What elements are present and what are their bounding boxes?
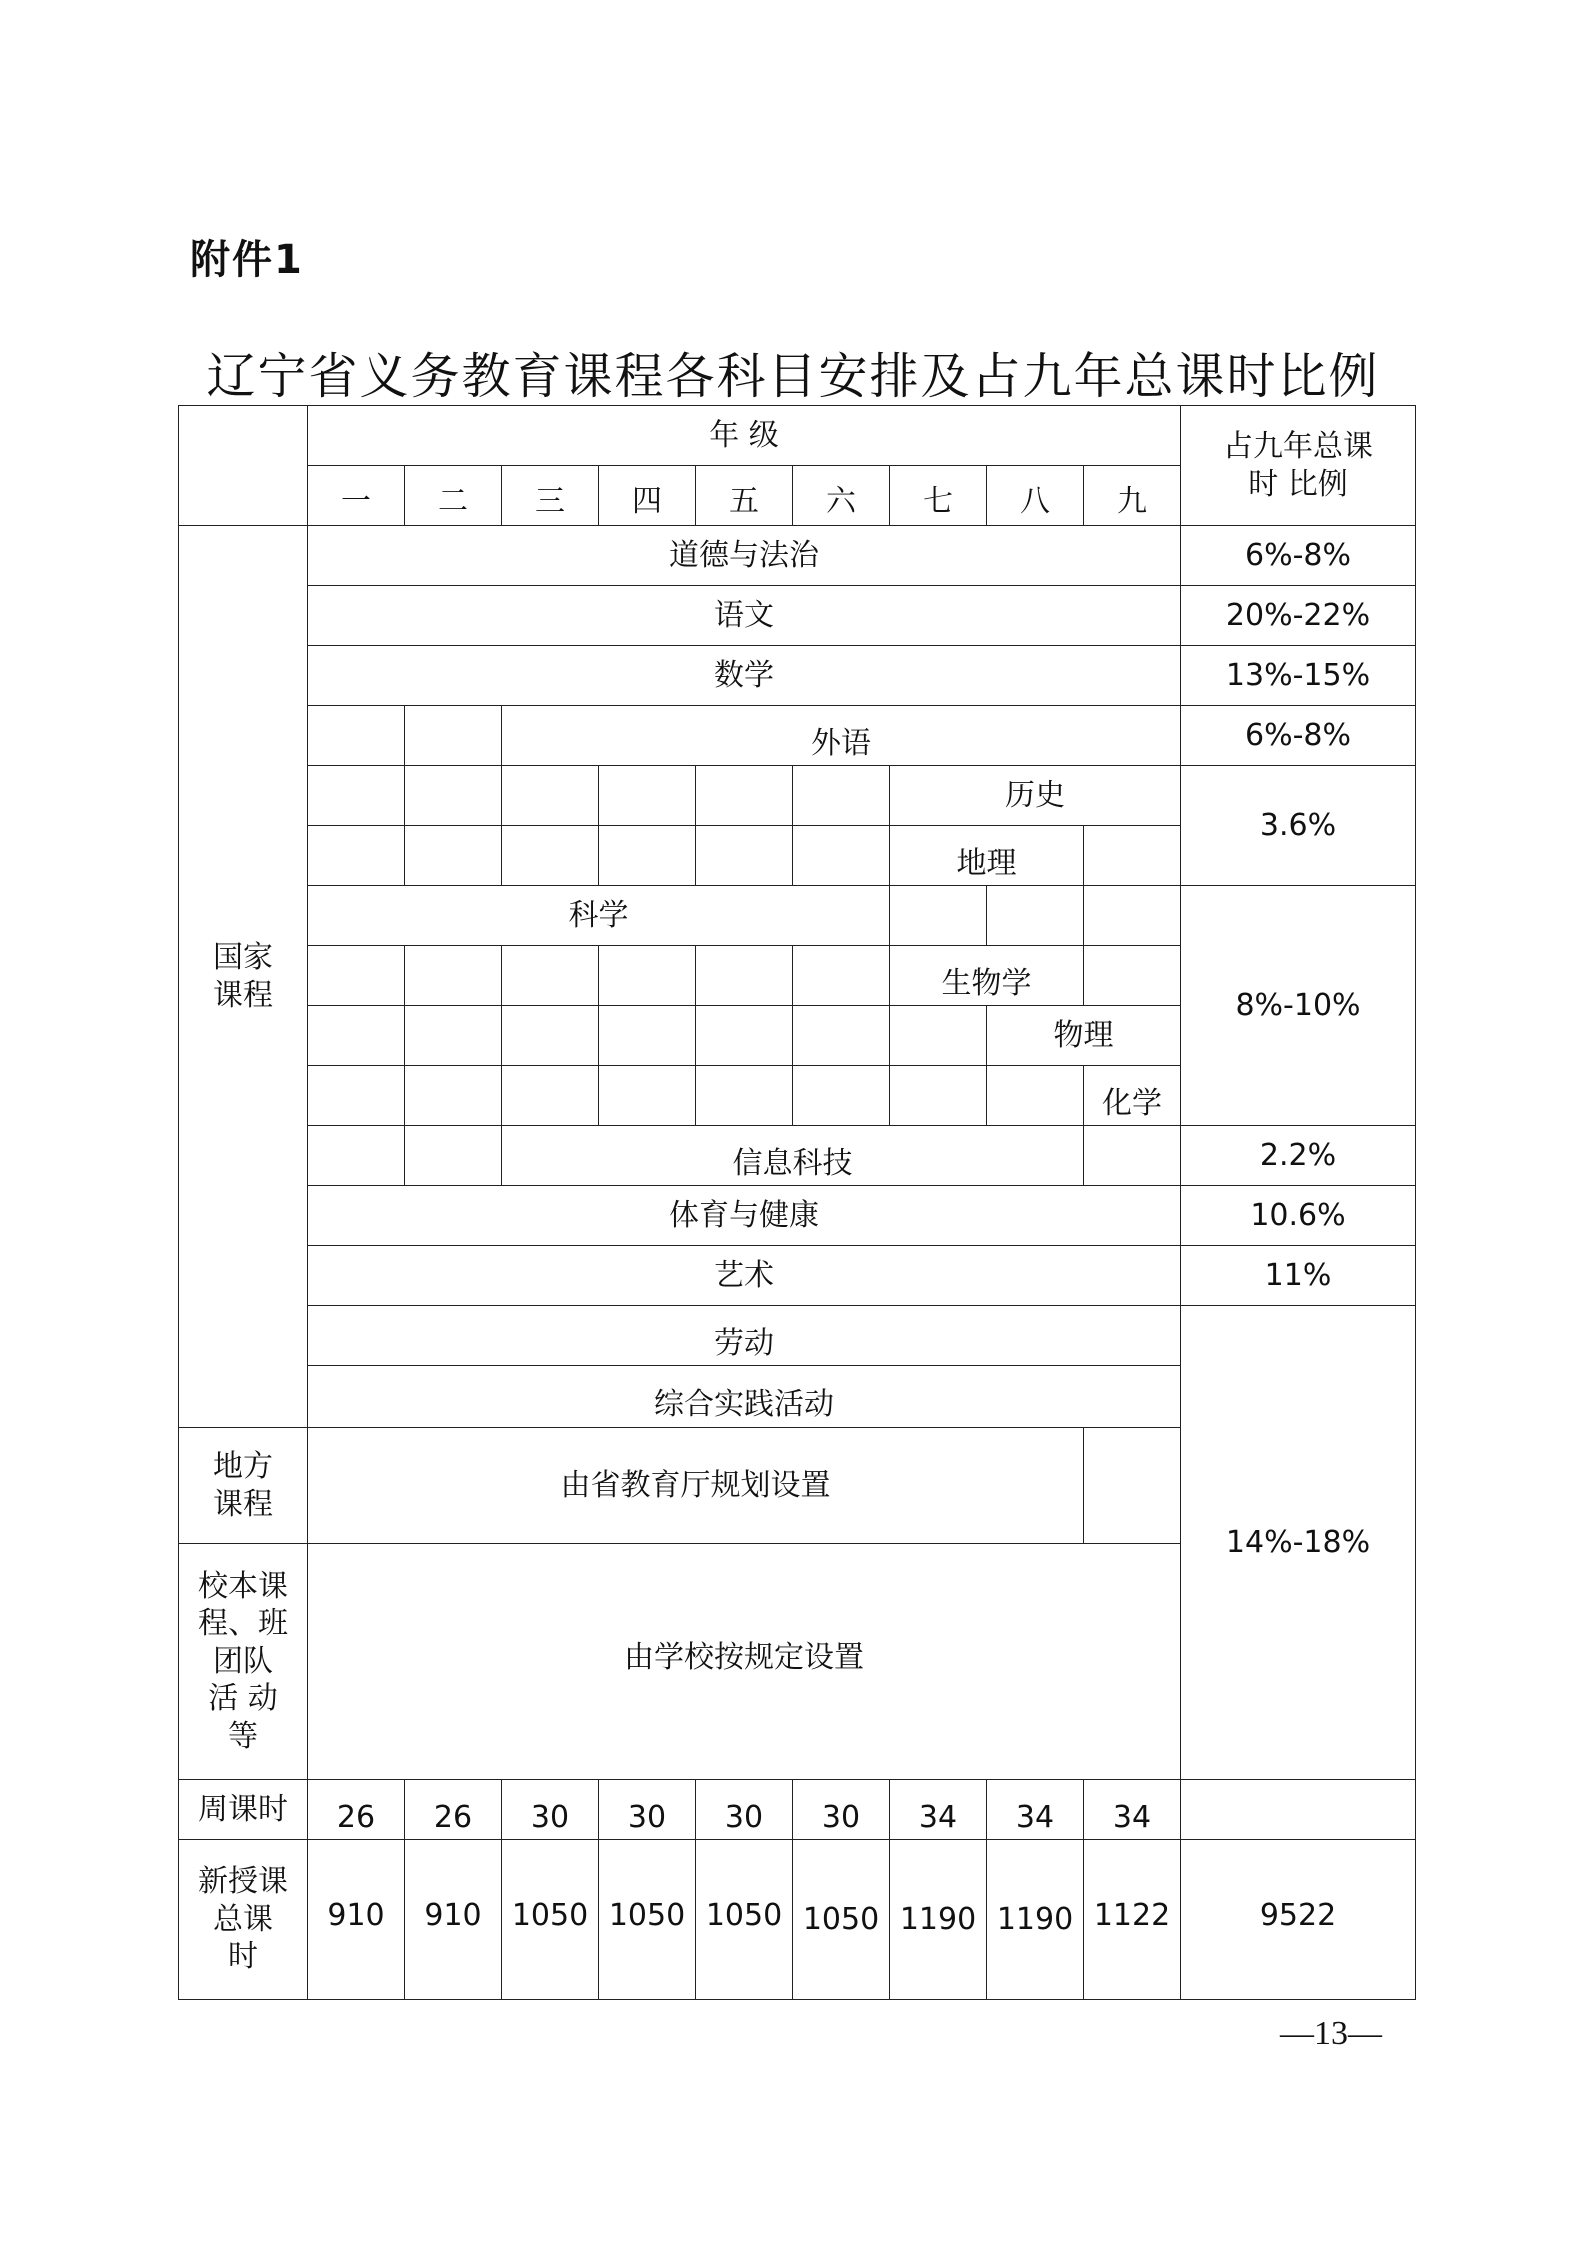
subject-art: 艺术 (308, 1246, 1181, 1306)
subject-practice-label: 综合实践活动 (654, 1386, 834, 1422)
row-total-hours (179, 1840, 1416, 2000)
weekly-hours-g3-value: 30 (530, 1799, 570, 1835)
empty-cell (308, 1006, 405, 1066)
total-hours-g8 (987, 1840, 1084, 2000)
empty-cell (502, 946, 599, 1006)
empty-cell (696, 826, 793, 886)
grade-3-label: 三 (535, 483, 565, 519)
grade-5 (696, 466, 793, 526)
total-hours-g9 (1084, 1840, 1181, 2000)
empty-cell (793, 1006, 890, 1066)
subject-science: 科学 (308, 886, 890, 946)
empty-cell (1084, 1126, 1181, 1186)
subject-geography-label: 地理 (956, 845, 1017, 881)
weekly-hours-g9 (1084, 1780, 1181, 1840)
weekly-hours-g6 (793, 1780, 890, 1840)
grade-8 (987, 466, 1084, 526)
weekly-hours-g9-value: 34 (1112, 1799, 1152, 1835)
empty-cell (405, 946, 502, 1006)
grade-9 (1084, 466, 1181, 526)
weekly-hours-g2 (405, 1780, 502, 1840)
grade-7-label: 七 (923, 483, 953, 519)
subject-labor-label: 劳动 (714, 1325, 774, 1361)
row-science (179, 886, 1416, 946)
total-hours-g7 (890, 1840, 987, 2000)
empty-cell (308, 766, 405, 826)
national-curriculum-label (179, 526, 308, 1428)
grade-heading: 年 级 (308, 406, 1181, 466)
weekly-hours-g5 (696, 1780, 793, 1840)
school-line3: 团队 (213, 1643, 273, 1679)
weekly-hours-g4 (599, 1780, 696, 1840)
subject-labor (308, 1306, 1181, 1366)
row-morality (179, 526, 1416, 586)
total-hours-g5-value: 1050 (705, 1897, 783, 1933)
total-label-line1: 新授课 (198, 1864, 288, 1900)
empty-cell (599, 946, 696, 1006)
empty-cell (890, 1066, 987, 1126)
empty-cell (1084, 1428, 1181, 1544)
weekly-hours-g7 (890, 1780, 987, 1840)
total-hours-g8-value: 1190 (996, 1901, 1074, 1937)
grade-8-label: 八 (1020, 483, 1050, 519)
ratio-chinese: 20%-22% (1181, 586, 1416, 646)
empty-cell (793, 766, 890, 826)
total-hours-g2 (405, 1840, 502, 2000)
empty-cell (308, 706, 405, 766)
empty-cell (696, 946, 793, 1006)
ratio-flex: 14%-18% (1181, 1306, 1416, 1780)
grade-5-label: 五 (729, 483, 759, 519)
subject-chemistry (1084, 1066, 1181, 1126)
grade-2 (405, 466, 502, 526)
grade-7 (890, 466, 987, 526)
empty-cell (599, 826, 696, 886)
subject-foreign-label: 外语 (811, 725, 871, 761)
header-row-grade (179, 406, 1416, 466)
corner-cell (179, 406, 308, 526)
empty-cell (308, 826, 405, 886)
total-hours-sum-value: 9522 (1259, 1897, 1337, 1933)
row-chinese (179, 586, 1416, 646)
curriculum-table (178, 405, 1416, 2000)
grade-6-label: 六 (826, 483, 856, 519)
subject-it-label: 信息科技 (732, 1145, 853, 1181)
ratio-science-group: 8%-10% (1181, 886, 1416, 1126)
school-curriculum-label (179, 1544, 308, 1780)
weekly-hours-g2-value: 26 (433, 1799, 473, 1835)
empty-cell (502, 1006, 599, 1066)
ratio-foreign: 6%-8% (1181, 706, 1416, 766)
total-label-line2: 总课 (213, 1901, 273, 1937)
local-line2: 课程 (213, 1486, 273, 1522)
empty-cell (405, 706, 502, 766)
subject-pe: 体育与健康 (308, 1186, 1181, 1246)
row-weekly-hours (179, 1780, 1416, 1840)
subject-biology (890, 946, 1084, 1006)
total-hours-g5 (696, 1840, 793, 2000)
subject-history: 历史 (890, 766, 1181, 826)
empty-cell (405, 826, 502, 886)
total-hours-g6-value: 1050 (802, 1901, 880, 1937)
empty-cell (793, 946, 890, 1006)
weekly-hours-g3 (502, 1780, 599, 1840)
empty-cell (1084, 826, 1181, 886)
subject-it (502, 1126, 1084, 1186)
total-hours-g3-value: 1050 (511, 1897, 589, 1933)
ratio-math: 13%-15% (1181, 646, 1416, 706)
local-line1: 地方 (213, 1449, 273, 1484)
empty-cell (502, 1066, 599, 1126)
subject-chinese: 语文 (308, 586, 1181, 646)
subject-physics: 物理 (987, 1006, 1181, 1066)
weekly-hours-g8-value: 34 (1015, 1799, 1055, 1835)
weekly-hours-g1-value: 26 (336, 1799, 376, 1835)
empty-cell (405, 1126, 502, 1186)
empty-cell (502, 826, 599, 886)
grade-3 (502, 466, 599, 526)
total-hours-g4 (599, 1840, 696, 2000)
empty-cell (405, 766, 502, 826)
total-hours-g2-value: 910 (424, 1897, 482, 1933)
grade-1-label: 一 (341, 483, 371, 519)
ratio-heading (1181, 406, 1416, 526)
subject-geography (890, 826, 1084, 886)
row-foreign (179, 706, 1416, 766)
row-history (179, 766, 1416, 826)
total-label-line3: 时 (228, 1939, 258, 1975)
subject-practice (308, 1366, 1181, 1428)
weekly-hours-g5-value: 30 (724, 1799, 764, 1835)
empty-cell (890, 1006, 987, 1066)
empty-cell (890, 886, 987, 946)
grade-6 (793, 466, 890, 526)
total-hours-g3 (502, 1840, 599, 2000)
weekly-hours-g1 (308, 1780, 405, 1840)
page-number: —13— (1280, 2015, 1382, 2052)
school-line5: 等 (228, 1718, 258, 1754)
weekly-hours-label: 周课时 (179, 1780, 308, 1840)
row-art (179, 1246, 1416, 1306)
weekly-hours-g8 (987, 1780, 1084, 1840)
attachment-label: 附件1 (190, 237, 304, 283)
empty-cell (987, 1066, 1084, 1126)
empty-cell (308, 946, 405, 1006)
school-line1: 校本课 (198, 1568, 288, 1604)
row-math (179, 646, 1416, 706)
grade-4-label: 四 (632, 483, 662, 519)
weekly-hours-g7-value: 34 (918, 1799, 958, 1835)
ratio-heading-line1: 占九年总课 (1223, 429, 1373, 464)
document-title: 辽宁省义务教育课程各科目安排及占九年总课时比例 (206, 348, 1380, 405)
empty-cell (1084, 886, 1181, 946)
empty-cell (696, 1066, 793, 1126)
total-hours-g1-value: 910 (327, 1897, 385, 1933)
total-hours-label (179, 1840, 308, 2000)
total-hours-g6 (793, 1840, 890, 2000)
school-line2: 程、班 (198, 1606, 288, 1642)
empty-cell (1181, 1780, 1416, 1840)
ratio-pe: 10.6% (1181, 1186, 1416, 1246)
ratio-history-geography: 3.6% (1181, 766, 1416, 886)
ratio-art: 11% (1181, 1246, 1416, 1306)
national-line1: 国家 (213, 940, 273, 975)
subject-chemistry-label: 化学 (1102, 1085, 1162, 1121)
row-it (179, 1126, 1416, 1186)
empty-cell (308, 1126, 405, 1186)
grade-9-label: 九 (1117, 483, 1147, 519)
grade-1 (308, 466, 405, 526)
row-pe (179, 1186, 1416, 1246)
total-hours-g9-value: 1122 (1093, 1897, 1171, 1933)
grade-4 (599, 466, 696, 526)
local-curriculum-label (179, 1428, 308, 1544)
empty-cell (696, 1006, 793, 1066)
weekly-hours-g4-value: 30 (627, 1799, 667, 1835)
school-curriculum-desc (308, 1544, 1181, 1780)
subject-biology-label: 生物学 (941, 965, 1032, 1001)
empty-cell (1084, 946, 1181, 1006)
empty-cell (599, 1006, 696, 1066)
subject-morality: 道德与法治 (308, 526, 1181, 586)
subject-foreign (502, 706, 1181, 766)
empty-cell (308, 1066, 405, 1126)
ratio-morality: 6%-8% (1181, 526, 1416, 586)
empty-cell (793, 1066, 890, 1126)
subject-math: 数学 (308, 646, 1181, 706)
empty-cell (987, 886, 1084, 946)
total-hours-sum (1181, 1840, 1416, 2000)
total-hours-g1 (308, 1840, 405, 2000)
empty-cell (599, 766, 696, 826)
total-hours-g4-value: 1050 (608, 1897, 686, 1933)
grade-2-label: 二 (438, 483, 468, 519)
empty-cell (793, 826, 890, 886)
row-labor (179, 1306, 1416, 1366)
empty-cell (696, 766, 793, 826)
empty-cell (405, 1066, 502, 1126)
total-hours-g7-value: 1190 (899, 1901, 977, 1937)
empty-cell (502, 766, 599, 826)
school-line4: 活 动 (208, 1681, 278, 1717)
empty-cell (599, 1066, 696, 1126)
weekly-hours-g6-value: 30 (821, 1799, 861, 1835)
local-curriculum-desc: 由省教育厅规划设置 (308, 1428, 1084, 1544)
empty-cell (405, 1006, 502, 1066)
ratio-it: 2.2% (1181, 1126, 1416, 1186)
ratio-heading-line2: 时 比例 (1248, 466, 1348, 502)
school-curriculum-desc-label: 由学校按规定设置 (624, 1639, 864, 1675)
national-line2: 课程 (213, 977, 273, 1013)
